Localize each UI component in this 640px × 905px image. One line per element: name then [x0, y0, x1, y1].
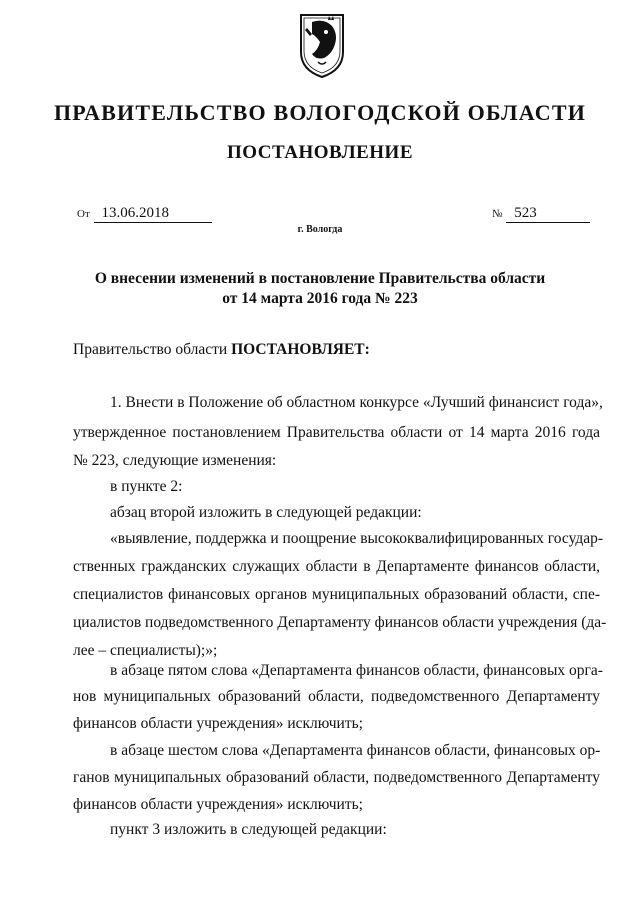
body-line: нов муниципальных образований области, подведомственного Департаменту	[73, 688, 600, 705]
vologda-coat-of-arms-icon	[298, 12, 346, 80]
body-line: в абзаце пятом слова «Департамента финансов области, финансовых орга-	[110, 662, 603, 679]
document-date: 13.06.2018	[94, 205, 212, 223]
body-line: в пункте 2:	[110, 478, 183, 495]
body-line: ганов муниципальных образований области, подведомственного Департаменту	[73, 769, 600, 786]
decree-verb: ПОСТАНОВЛЯЕТ:	[231, 341, 370, 358]
date-label: От	[77, 208, 90, 220]
date-row	[77, 205, 212, 223]
decree-prefix: Правительство области	[73, 341, 232, 358]
body-line: специалистов финансовых органов муниципальных образований области, спе-	[73, 586, 600, 603]
organization-name: ПРАВИТЕЛЬСТВО ВОЛОГОДСКОЙ ОБЛАСТИ	[53, 100, 587, 125]
decree-statement	[73, 341, 370, 359]
body-line: абзац второй изложить в следующей редакции:	[110, 504, 422, 521]
document-type: ПОСТАНОВЛЕНИЕ	[226, 142, 414, 163]
document-number: 523	[506, 205, 590, 223]
body-line: в абзаце шестом слова «Департамента финансов области, финансовых ор-	[110, 742, 601, 759]
city: г. Вологда	[297, 224, 343, 235]
body-line: утвержденное постановлением Правительства области от 14 марта 2016 года	[73, 424, 600, 441]
number-label: №	[492, 208, 503, 220]
body-line: ственных гражданских служащих области в Департаменте финансов области,	[73, 558, 600, 575]
document-title-line-1: О внесении изменений в постановление Правительства области	[94, 270, 546, 287]
body-line: № 223, следующие изменения:	[73, 452, 277, 469]
body-line: 1. Внести в Положение об областном конкурсе «Лучший финансист года»,	[110, 394, 603, 411]
body-line: циалистов подведомственного Департаменту финансов области учреждения (да-	[73, 614, 607, 631]
body-line: лее – специалисты);»;	[73, 642, 218, 659]
body-line: финансов области учреждения» исключить;	[73, 715, 363, 732]
body-line: финансов области учреждения» исключить;	[73, 796, 363, 813]
body-line: пункт 3 изложить в следующей редакции:	[110, 821, 387, 838]
number-row	[492, 205, 590, 223]
document-title-line-2: от 14 марта 2016 года № 223	[222, 290, 418, 307]
body-line: «выявление, поддержка и поощрение высококвалифицированных государ-	[110, 530, 604, 547]
